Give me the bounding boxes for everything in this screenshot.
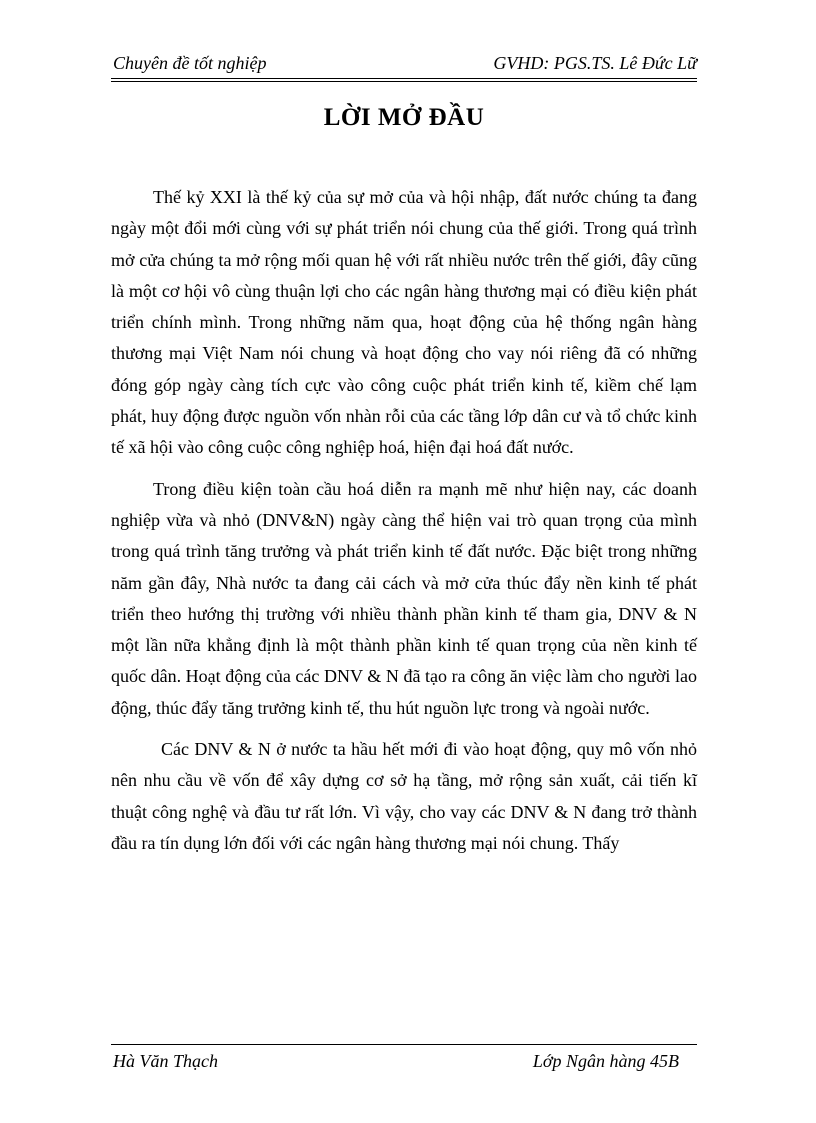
header-supervisor: GVHD: PGS.TS. Lê Đức Lữ: [493, 53, 697, 73]
body-text: [111, 182, 697, 869]
header-document-type: Chuyên đề tốt nghiệp: [113, 53, 267, 73]
paragraph: Thế kỷ XXI là thế kỷ của sự mở của và hội nhập, đất nước chúng ta đang ngày một đổi mới cùng với sự phát triển nói chung của thế giới. Trong quá trình mở cửa chúng ta mở rộng mối quan hệ với rất nhiều nước trên thế giới, đây cũng là một cơ hội vô cùng thuận lợi cho các ngân hàng thương mại có điều kiện phát triển chính mình. Trong những năm qua, hoạt động của hệ thống ngân hàng thương mại Việt Nam nói chung và hoạt động cho vay nói riêng đã có những đóng góp ngày càng tích cực vào công cuộc phát triển kinh tế, kiềm chế lạm phát, huy động được nguồn vốn nhàn rỗi của các tầng lớp dân cư và tổ chức kinh tế xã hội vào công cuộc công nghiệp hoá, hiện đại hoá đất nước.: [111, 187, 697, 458]
page-header: [111, 50, 697, 82]
footer-author: Hà Văn Thạch: [113, 1051, 218, 1071]
paragraph: Các DNV & N ở nước ta hầu hết mới đi vào hoạt động, quy mô vốn nhỏ nên nhu cầu về vốn để xây dựng cơ sở hạ tầng, mở rộng sản xuất, cải tiến kĩ thuật công nghệ và đầu tư rất lớn. Vì vậy, cho vay các DNV & N đang trở thành đầu ra tín dụng lớn đối với các ngân hàng thương mại nói chung. Thấy: [111, 739, 697, 853]
paragraph: Trong điều kiện toàn cầu hoá diễn ra mạnh mẽ như hiện nay, các doanh nghiệp vừa và nhỏ (DNV&N) ngày càng thể hiện vai trò quan trọng của mình trong quá trình tăng trưởng và phát triển kinh tế đất nước. Đặc biệt trong những năm gần đây, Nhà nước ta đang cải cách và mở cửa thúc đẩy nền kinh tế phát triển theo hướng thị trường với nhiều thành phần kinh tế tham gia, DNV & N một lần nữa khẳng định là một thành phần kinh tế quan trọng của nền kinh tế quốc dân. Hoạt động của các DNV & N đã tạo ra công ăn việc làm cho người lao động, thúc đẩy tăng trưởng kinh tế, thu hút nguồn lực trong và ngoài nước.: [111, 478, 697, 718]
page-title: LỜI MỞ ĐẦU: [323, 104, 485, 131]
footer-class: Lớp Ngân hàng 45B: [532, 1051, 679, 1071]
page-footer: [111, 1044, 697, 1075]
